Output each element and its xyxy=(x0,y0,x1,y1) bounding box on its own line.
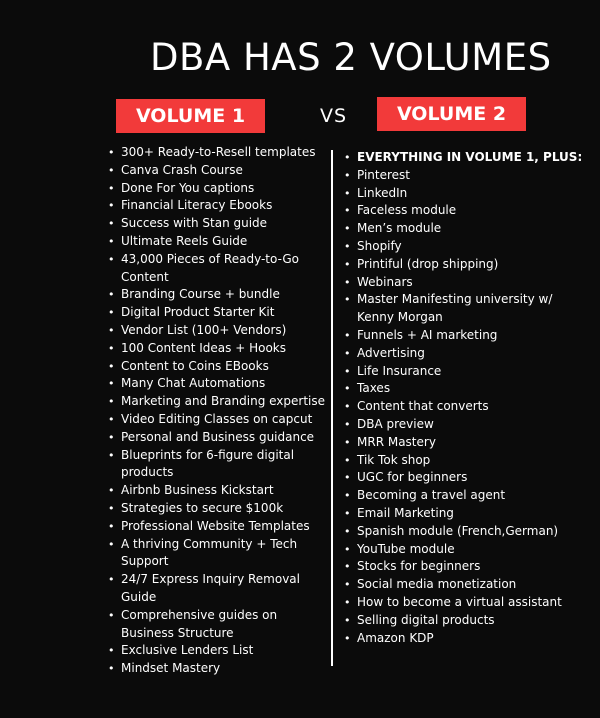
bullet-icon: • xyxy=(108,430,115,444)
vs-label: VS xyxy=(320,105,348,127)
list-item: • Mindset Mastery xyxy=(107,660,329,678)
list-item: • Faceless module xyxy=(343,202,588,220)
list-item: • Comprehensive guides on Business Structure xyxy=(108,607,278,640)
bullet-icon: • xyxy=(344,471,351,485)
list-item: • Content to Coins EBooks xyxy=(107,358,329,376)
list-item: • Vendor List (100+ Vendors) xyxy=(107,322,329,340)
list-item: • Webinars xyxy=(343,274,588,292)
list-item: • 300+ Ready-to-Resell templates xyxy=(107,144,329,162)
bullet-icon: • xyxy=(344,400,351,414)
bullet-icon: • xyxy=(344,506,351,520)
list-item: • 24/7 Express Inquiry Removal Guide xyxy=(108,572,300,604)
bullet-icon: • xyxy=(108,377,115,391)
bullet-icon: • xyxy=(108,234,115,248)
bullet-icon: • xyxy=(108,644,115,658)
bullet-icon: • xyxy=(108,323,115,337)
bullet-icon: • xyxy=(344,417,351,431)
list-item: • Video Editing Classes on capcut xyxy=(107,411,329,429)
bullet-icon: • xyxy=(108,395,115,409)
bullet-icon: • xyxy=(344,186,351,200)
bullet-icon: • xyxy=(108,288,115,302)
bullet-icon: • xyxy=(108,217,115,231)
bullet-icon: • xyxy=(344,328,351,342)
bullet-icon: • xyxy=(344,382,351,396)
bullet-icon: • xyxy=(344,293,351,307)
list-item: • Social media monetization xyxy=(343,576,588,594)
page-title: DBA HAS 2 VOLUMES xyxy=(150,36,552,79)
list-item: • LinkedIn xyxy=(343,185,588,203)
bullet-icon: • xyxy=(108,412,115,426)
list-item: • MRR Mastery xyxy=(343,434,588,452)
list-item: • Blueprints for 6-figure digital products xyxy=(108,447,295,480)
list-item: • Content that converts xyxy=(343,398,588,416)
bullet-icon: • xyxy=(344,222,351,236)
bullet-icon: • xyxy=(108,501,115,515)
list-item: • Advertising xyxy=(343,345,588,363)
bullet-icon: • xyxy=(108,573,115,587)
bullet-icon: • xyxy=(108,252,115,266)
list-item: • Men’s module xyxy=(343,220,588,238)
list-item: • DBA preview xyxy=(343,416,588,434)
column-divider xyxy=(331,150,333,666)
list-item: • Funnels + AI marketing xyxy=(343,327,588,345)
list-item: • Strategies to secure $100k xyxy=(107,500,329,518)
list-item: • Pinterest xyxy=(343,167,588,185)
bullet-icon: • xyxy=(344,275,351,289)
list-item: • A thriving Community + Tech Support xyxy=(108,536,298,569)
bullet-icon: • xyxy=(108,146,115,159)
list-item: • Email Marketing xyxy=(343,505,588,523)
volume-1-list xyxy=(107,144,329,678)
list-item: • Life Insurance xyxy=(343,363,588,381)
list-item: • Taxes xyxy=(343,380,588,398)
list-item: • Master Manifesting university w/ Kenny Morgan xyxy=(344,292,553,325)
list-item: • Financial Literacy Ebooks xyxy=(107,197,329,215)
list-item: • Printiful (drop shipping) xyxy=(343,256,588,274)
volume-2-badge: VOLUME 2 xyxy=(377,97,526,131)
list-item: • Exclusive Lenders List xyxy=(107,642,329,660)
list-item: • Amazon KDP xyxy=(343,630,588,648)
list-item: • Branding Course + bundle xyxy=(107,286,329,304)
list-headline: • EVERYTHING IN VOLUME 1, PLUS: xyxy=(343,149,588,167)
bullet-icon: • xyxy=(344,631,351,645)
list-item: • Personal and Business guidance xyxy=(107,429,329,447)
bullet-icon: • xyxy=(108,341,115,355)
bullet-icon: • xyxy=(108,537,115,551)
list-item: • Professional Website Templates xyxy=(107,518,329,536)
list-item: • UGC for beginners xyxy=(343,469,588,487)
list-item: • Becoming a travel agent xyxy=(343,487,588,505)
list-item: • 100 Content Ideas + Hooks xyxy=(107,340,329,358)
bullet-icon: • xyxy=(108,181,115,195)
bullet-icon: • xyxy=(344,524,351,538)
bullet-icon: • xyxy=(344,364,351,378)
bullet-icon: • xyxy=(108,359,115,373)
bullet-icon: • xyxy=(108,163,115,177)
volume-1-badge: VOLUME 1 xyxy=(116,99,265,133)
bullet-icon: • xyxy=(344,239,351,253)
bullet-icon: • xyxy=(344,257,351,271)
bullet-icon: • xyxy=(344,453,351,467)
list-item: • How to become a virtual assistant xyxy=(343,594,588,612)
bullet-icon: • xyxy=(344,346,351,360)
list-item: • Spanish module (French,German) xyxy=(343,523,588,541)
list-item: • Ultimate Reels Guide xyxy=(107,233,329,251)
list-item: • YouTube module xyxy=(343,541,588,559)
list-item: • Success with Stan guide xyxy=(107,215,329,233)
bullet-icon: • xyxy=(108,608,115,622)
bullet-icon: • xyxy=(344,168,351,182)
list-item: • Airbnb Business Kickstart xyxy=(107,482,329,500)
list-item: • Selling digital products xyxy=(343,612,588,630)
bullet-icon: • xyxy=(344,542,351,556)
bullet-icon: • xyxy=(344,595,351,609)
list-item: • Done For You captions xyxy=(107,180,329,198)
bullet-icon: • xyxy=(108,448,115,462)
volume-2-list xyxy=(343,149,588,647)
list-item: • Canva Crash Course xyxy=(107,162,329,180)
bullet-icon: • xyxy=(344,560,351,574)
list-item: • Many Chat Automations xyxy=(107,375,329,393)
bullet-icon: • xyxy=(344,613,351,627)
bullet-icon: • xyxy=(344,204,351,218)
list-item: • Tik Tok shop xyxy=(343,452,588,470)
list-item: • Stocks for beginners xyxy=(343,558,588,576)
bullet-icon: • xyxy=(344,489,351,503)
bullet-icon: • xyxy=(108,199,115,213)
bullet-icon: • xyxy=(108,662,115,676)
bullet-icon: • xyxy=(344,578,351,592)
bullet-icon: • xyxy=(108,306,115,320)
list-item: • Shopify xyxy=(343,238,588,256)
list-item: • Digital Product Starter Kit xyxy=(107,304,329,322)
list-item: • 43,000 Pieces of Ready-to-Go Content xyxy=(108,251,299,284)
list-item: • Marketing and Branding expertise xyxy=(107,393,329,411)
bullet-icon: • xyxy=(344,435,351,449)
bullet-icon: • xyxy=(344,151,351,164)
bullet-icon: • xyxy=(108,484,115,498)
bullet-icon: • xyxy=(108,519,115,533)
